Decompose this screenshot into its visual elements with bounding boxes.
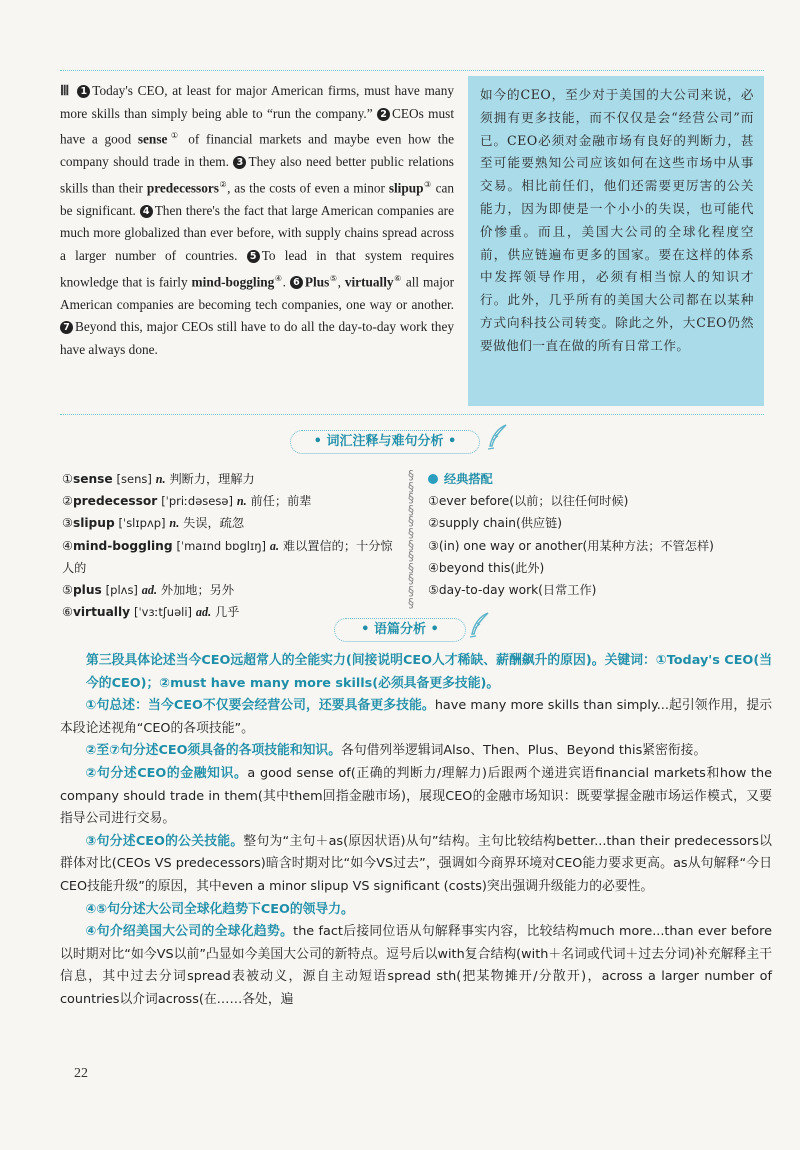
chinese-translation-box	[468, 76, 764, 406]
sentence-3-part-c: can be significant.	[60, 180, 455, 218]
chain-divider: § § § § § § § § § § § §	[408, 468, 414, 610]
bullet-dot-icon	[428, 474, 438, 484]
analysis-paragraph: ①句总述：当今CEO不仅要会经营公司，还要具备更多技能。have many more skills than simply...起引领作用，提示本段论述视角“CEO的各项技能”。	[60, 698, 772, 736]
sentence-number-7: 7	[60, 321, 73, 334]
paragraph-roman-numeral: Ⅲ	[60, 83, 71, 98]
collocation-item: ⑤day-to-day work(日常工作)	[428, 583, 597, 598]
collocation-item: ①ever before(以前；以往任何时候)	[428, 494, 629, 509]
collocation-item: ②supply chain(供应链)	[428, 516, 563, 531]
analysis-section-title: • 语篇分析 •	[334, 618, 466, 642]
collocation-item: ③(in) one way or another(用某种方法；不管怎样)	[428, 538, 714, 553]
analysis-paragraph: ②句分述CEO的金融知识。a good sense of(正确的判断力/理解力)后跟两个递进宾语financial markets和how the company should trade in them(其中them回指金融市场)，展现CEO的金融市场知识：既要掌握金融市场运作模式，又要指导公司进行交易。	[60, 765, 772, 827]
top-divider	[60, 70, 764, 71]
analysis-paragraph: ④句介绍美国大公司的全球化趋势。the fact后接同位语从句解释事实内容，比较结构much more...than ever before以时期对比“如今VS以前”凸显如今美国大公司的新特点。逗号后以with复合结构(with＋名词或代词＋过去分词)补充解释主干信息，其中过去分词spread表被动义，源自主动短语spread sth(把某物摊开/分散开)，across a larger number of countries以介词across(在……各处，遍	[60, 924, 772, 1007]
vocab-item: ④mind-boggling [ˈmaɪnd bɒglɪŋ] a. 难以置信的；十分惊人的	[62, 538, 393, 575]
analysis-intro: 第三段具体论述当今CEO远超常人的全能实力(间接说明CEO人才稀缺、薪酬飙升的原因)。关键词：①Today's CEO(当今的CEO)；②must have many more skills(必须具备更多技能)。	[86, 653, 772, 691]
english-paragraph: Ⅲ 1 Today's CEO, at least for major American firms, must have many more skills than simply being able to “run the company.” 2 CEOs must have a good sense① of financial markets and maybe even how the company should trade in them. 3 They also need better public relations skills than their predecessors②, as the costs of even a minor slipup③ can be significant. 4 Then there's the fact that large American companies are much more globalized than ever before, with supply chains spread across a larger number of countries. 5 To lead in that system requires knowledge that is fairly mind-boggling④. 6 Plus⑤, virtually⑥ all major American companies are becoming tech companies, one way or another. 7 Beyond this, major CEOs still have to do all the day-to-day work they have always done.	[60, 83, 455, 357]
mid-divider	[60, 414, 764, 415]
vocab-word-sense: sense	[137, 131, 168, 147]
sentence-2-part-b: of financial markets and maybe even how the company should trade in them.	[60, 131, 454, 170]
vocab-word-mind-boggling: mind-boggling	[191, 274, 275, 290]
sentence-4: Then there's the fact that large American companies are much more globalized than ever before, with supply chains spread across a larger number of countries.	[60, 202, 455, 263]
chinese-translation-text: 如今的CEO，至少对于美国的大公司来说，必须拥有更多技能，而不仅仅是会“经营公司”而已。CEO必须对金融市场有良好的判断力，甚至可能要熟知公司应该如何在这些市场中从事交易。相比前任们，他们还需要更厉害的公关能力，因为即使是一个小小的失误，也可能代价惨重。而且，美国大公司的全球化程度空前，供应链遍布更多的国家。要在这样的体系中发挥领导作用，必须有相当惊人的知识才行。此外，几乎所有的美国大公司都在以某种方式向科技公司转变。除此之外，大CEO仍然要做他们一直在做的所有日常工作。	[480, 87, 754, 353]
sentence-number-5: 5	[247, 250, 260, 263]
sentence-7: Beyond this, major CEOs still have to do all the day-to-day work they have always done.	[60, 319, 454, 357]
quill-icon	[468, 612, 490, 638]
collocations-heading: 经典搭配	[428, 468, 768, 490]
vocab-item: ⑤plus [plʌs] ad. 外加地；另外	[62, 583, 235, 598]
vocab-word-slipup: slipup	[388, 180, 424, 196]
vocab-item: ③slipup [ˈslɪpʌp] n. 失误，疏忽	[62, 516, 245, 531]
analysis-paragraph: ②至⑦句分述CEO须具备的各项技能和知识。各句借列举逻辑词Also、Then、Plus、Beyond this紧密衔接。	[85, 743, 707, 759]
vocab-item: ②predecessor [ˈpriːdəsesə] n. 前任；前辈	[62, 494, 312, 509]
analysis-paragraph: ④⑤句分述大公司全球化趋势下CEO的领导力。	[85, 901, 354, 917]
vocab-item: ①sense [sens] n. 判断力，理解力	[62, 472, 255, 486]
discourse-analysis	[60, 650, 772, 1012]
page-number: 22	[74, 1066, 88, 1081]
collocation-item: ④beyond this(此外)	[428, 560, 545, 575]
vocab-word-plus: Plus	[304, 274, 330, 290]
sentence-2-part-a: CEOs must have a good	[60, 105, 455, 147]
sentence-number-2: 2	[377, 108, 390, 121]
vocab-list	[62, 468, 402, 623]
sentence-5-part-a: To lead in that system requires knowledge that is fairly	[60, 248, 454, 290]
quill-icon	[486, 424, 508, 450]
sentence-number-3: 3	[233, 156, 246, 169]
sentence-number-4: 4	[140, 205, 153, 218]
vocab-section-title: • 词汇注释与难句分析 •	[290, 430, 480, 454]
sentence-3-part-b: , as the costs of even a minor	[227, 180, 385, 196]
analysis-paragraph: ③句分述CEO的公关技能。整句为“主句＋as(原因状语)从句”结构。主句比较结构better...than their predecessors以群体对比(CEOs VS predecessors)暗含时期对比“如今VS过去”，强调如今商界环境对CEO能力要求更高。as从句解释“今日CEO技能升级”的原因，其中even a minor slipup VS significant (costs)突出强调升级能力的必要性。	[60, 833, 772, 894]
sentence-number-1: 1	[77, 85, 90, 98]
vocab-word-predecessors: predecessors	[146, 180, 219, 196]
sentence-3-part-a: They also need better public relations skills than their	[60, 154, 454, 196]
sentence-1: Today's CEO, at least for major American firms, must have many more skills than simply being able to “run the company.”	[60, 83, 454, 121]
vocab-word-virtually: virtually	[344, 274, 394, 290]
vocab-item: ⑥virtually [ˈvɜːtʃuəli] ad. 几乎	[62, 605, 240, 620]
sentence-6: all major American companies are becoming tech companies, one way or another.	[60, 274, 455, 312]
sentence-number-6: 6	[290, 276, 303, 289]
collocations-list	[428, 468, 768, 601]
